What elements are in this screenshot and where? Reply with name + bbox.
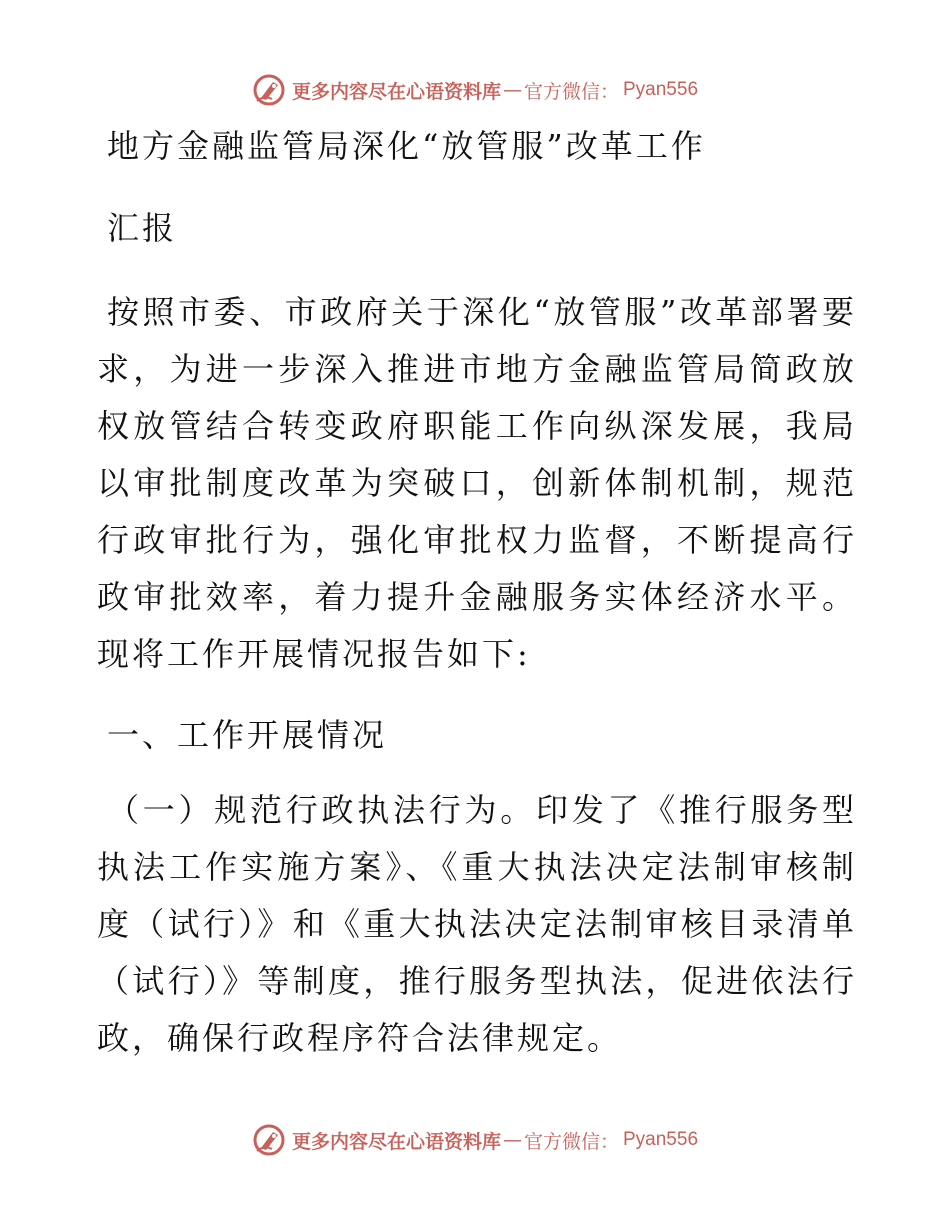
intro-paragraph-text: 按照市委、市政府关于深化“放管服”改革部署要求，为进一步深入推进市地方金融监管局简政放权放管结合转变政府职能工作向纵深发展，我局以审批制度改革为突破口，创新体制机制，规范行政审批行为，强化审批权力监督，不断提高行政审批效率，着力提升金融服务实体经济水平。现将工作开展情况报告如下: xyxy=(97,293,857,673)
intro-paragraph xyxy=(97,284,857,683)
watermark-banner-top xyxy=(0,70,950,110)
pen-nib-logo-icon xyxy=(252,1123,286,1157)
watermark-separator: — xyxy=(502,79,522,101)
pen-nib-logo-icon xyxy=(252,73,286,107)
watermark-wechat-label: 官方微信： xyxy=(523,1130,619,1153)
watermark-wechat-id: Pyan556 xyxy=(623,1129,699,1150)
watermark-text: 更多内容尽在心语资料库 xyxy=(291,80,501,103)
watermark-text: 更多内容尽在心语资料库 xyxy=(291,1130,501,1153)
watermark-separator: — xyxy=(502,1129,522,1151)
watermark-banner-bottom xyxy=(0,1120,950,1160)
watermark-wechat-label: 官方微信： xyxy=(523,80,619,103)
document-body xyxy=(97,124,857,1067)
section-1-paragraph-1 xyxy=(97,782,857,1067)
watermark-wechat-id: Pyan556 xyxy=(623,79,699,100)
document-title-line-1: 地方金融监管局深化“放管服”改革工作 xyxy=(107,127,706,165)
section-1-paragraph-1-text: （一）规范行政执法行为。印发了《推行服务型执法工作实施方案》、《重大执法决定法制审核制度（试行）》和《重大执法决定法制审核目录清单（试行）》等制度，推行服务型执法，促进依法行政，确保行政程序符合法律规定。 xyxy=(97,791,857,1057)
document-title-line-2: 汇报 xyxy=(107,209,178,247)
section-1-heading: 一、工作开展情况 xyxy=(107,716,388,754)
